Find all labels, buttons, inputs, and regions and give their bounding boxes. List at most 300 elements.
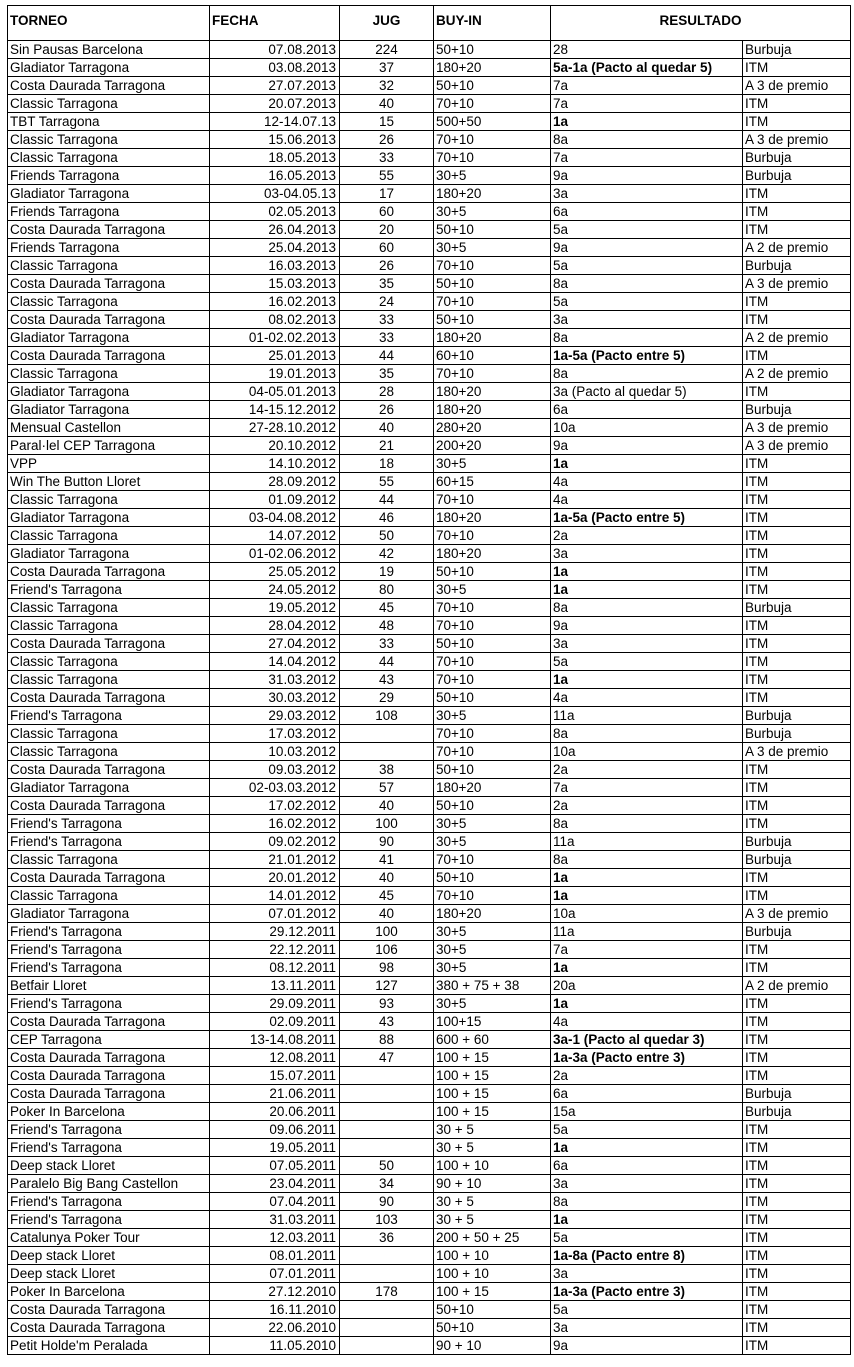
- cell-torneo: Gladiator Tarragona: [8, 59, 210, 77]
- tournament-results-table: [7, 5, 851, 1355]
- cell-resultado: 7a: [551, 941, 743, 959]
- cell-buyin: 30 + 5: [434, 1121, 551, 1139]
- cell-fecha: 16.05.2013: [210, 167, 340, 185]
- cell-buyin: 30+5: [434, 923, 551, 941]
- cell-jug: 38: [340, 761, 434, 779]
- table-row: [8, 491, 851, 509]
- cell-resultado: 5a: [551, 1301, 743, 1319]
- cell-fecha: 25.04.2013: [210, 239, 340, 257]
- table-row: [8, 257, 851, 275]
- header-fecha: FECHA: [210, 6, 340, 41]
- cell-jug: 40: [340, 905, 434, 923]
- cell-buyin: 70+10: [434, 887, 551, 905]
- cell-estado: ITM: [743, 455, 851, 473]
- table-row: [8, 797, 851, 815]
- cell-jug: 60: [340, 203, 434, 221]
- cell-fecha: 27.04.2012: [210, 635, 340, 653]
- cell-torneo: Costa Daurada Tarragona: [8, 1067, 210, 1085]
- cell-jug: 45: [340, 599, 434, 617]
- cell-jug: [340, 1301, 434, 1319]
- cell-jug: 28: [340, 383, 434, 401]
- cell-buyin: 180+20: [434, 59, 551, 77]
- cell-buyin: 50+10: [434, 689, 551, 707]
- cell-resultado: 1a: [551, 563, 743, 581]
- table-row: [8, 401, 851, 419]
- cell-torneo: Costa Daurada Tarragona: [8, 221, 210, 239]
- cell-jug: [340, 1067, 434, 1085]
- cell-fecha: 27-28.10.2012: [210, 419, 340, 437]
- cell-torneo: Gladiator Tarragona: [8, 185, 210, 203]
- cell-resultado: 6a: [551, 1085, 743, 1103]
- cell-resultado: 3a-1 (Pacto al quedar 3): [551, 1031, 743, 1049]
- cell-fecha: 23.04.2011: [210, 1175, 340, 1193]
- cell-torneo: Classic Tarragona: [8, 365, 210, 383]
- cell-torneo: Paralelo Big Bang Castellon: [8, 1175, 210, 1193]
- cell-estado: Burbuja: [743, 257, 851, 275]
- cell-fecha: 02.05.2013: [210, 203, 340, 221]
- cell-torneo: Friends Tarragona: [8, 167, 210, 185]
- cell-buyin: 30+5: [434, 167, 551, 185]
- table-row: [8, 1283, 851, 1301]
- cell-buyin: 100 + 15: [434, 1067, 551, 1085]
- cell-jug: 44: [340, 491, 434, 509]
- cell-torneo: CEP Tarragona: [8, 1031, 210, 1049]
- cell-estado: ITM: [743, 1211, 851, 1229]
- table-row: [8, 761, 851, 779]
- cell-buyin: 280+20: [434, 419, 551, 437]
- cell-estado: ITM: [743, 1049, 851, 1067]
- cell-jug: 33: [340, 635, 434, 653]
- cell-fecha: 14.04.2012: [210, 653, 340, 671]
- cell-torneo: Classic Tarragona: [8, 131, 210, 149]
- cell-resultado: 3a: [551, 635, 743, 653]
- cell-resultado: 11a: [551, 923, 743, 941]
- cell-buyin: 70+10: [434, 491, 551, 509]
- cell-buyin: 60+10: [434, 347, 551, 365]
- cell-jug: [340, 1139, 434, 1157]
- cell-resultado: 1a-8a (Pacto entre 8): [551, 1247, 743, 1265]
- cell-torneo: Sin Pausas Barcelona: [8, 41, 210, 59]
- cell-buyin: 70+10: [434, 527, 551, 545]
- cell-fecha: 07.08.2013: [210, 41, 340, 59]
- cell-jug: 21: [340, 437, 434, 455]
- cell-estado: A 2 de premio: [743, 365, 851, 383]
- cell-buyin: 50+10: [434, 761, 551, 779]
- cell-torneo: Costa Daurada Tarragona: [8, 635, 210, 653]
- table-row: [8, 1229, 851, 1247]
- cell-estado: A 3 de premio: [743, 437, 851, 455]
- cell-estado: A 3 de premio: [743, 905, 851, 923]
- cell-fecha: 29.03.2012: [210, 707, 340, 725]
- cell-resultado: 1a: [551, 887, 743, 905]
- cell-buyin: 380 + 75 + 38: [434, 977, 551, 995]
- cell-estado: Burbuja: [743, 599, 851, 617]
- cell-fecha: 12.03.2011: [210, 1229, 340, 1247]
- cell-fecha: 21.01.2012: [210, 851, 340, 869]
- cell-estado: ITM: [743, 1247, 851, 1265]
- cell-jug: 17: [340, 185, 434, 203]
- cell-resultado: 6a: [551, 203, 743, 221]
- cell-estado: ITM: [743, 491, 851, 509]
- cell-resultado: 5a: [551, 1121, 743, 1139]
- table-row: [8, 581, 851, 599]
- cell-jug: 18: [340, 455, 434, 473]
- cell-jug: [340, 1337, 434, 1355]
- cell-estado: A 2 de premio: [743, 239, 851, 257]
- cell-torneo: Friend's Tarragona: [8, 941, 210, 959]
- cell-buyin: 70+10: [434, 257, 551, 275]
- cell-buyin: 70+10: [434, 617, 551, 635]
- cell-fecha: 09.02.2012: [210, 833, 340, 851]
- table-row: [8, 365, 851, 383]
- table-row: [8, 221, 851, 239]
- cell-jug: 35: [340, 275, 434, 293]
- cell-fecha: 20.01.2012: [210, 869, 340, 887]
- cell-torneo: Mensual Castellon: [8, 419, 210, 437]
- cell-estado: ITM: [743, 59, 851, 77]
- cell-estado: ITM: [743, 203, 851, 221]
- cell-resultado: 1a: [551, 869, 743, 887]
- table-row: [8, 1031, 851, 1049]
- cell-resultado: 1a: [551, 581, 743, 599]
- cell-torneo: Classic Tarragona: [8, 653, 210, 671]
- cell-fecha: 02.09.2011: [210, 1013, 340, 1031]
- cell-jug: 50: [340, 527, 434, 545]
- cell-fecha: 03.08.2013: [210, 59, 340, 77]
- cell-fecha: 30.03.2012: [210, 689, 340, 707]
- cell-buyin: 70+10: [434, 653, 551, 671]
- cell-torneo: Friend's Tarragona: [8, 1211, 210, 1229]
- cell-estado: ITM: [743, 959, 851, 977]
- cell-resultado: 9a: [551, 1337, 743, 1355]
- table-row: [8, 1085, 851, 1103]
- cell-jug: 80: [340, 581, 434, 599]
- cell-torneo: Friends Tarragona: [8, 203, 210, 221]
- cell-estado: Burbuja: [743, 833, 851, 851]
- cell-fecha: 10.03.2012: [210, 743, 340, 761]
- cell-torneo: Friend's Tarragona: [8, 923, 210, 941]
- cell-fecha: 09.03.2012: [210, 761, 340, 779]
- cell-buyin: 90 + 10: [434, 1175, 551, 1193]
- cell-jug: 47: [340, 1049, 434, 1067]
- cell-torneo: Gladiator Tarragona: [8, 329, 210, 347]
- cell-buyin: 50+10: [434, 275, 551, 293]
- cell-resultado: 1a: [551, 671, 743, 689]
- cell-resultado: 2a: [551, 527, 743, 545]
- cell-resultado: 3a: [551, 1319, 743, 1337]
- table-row: [8, 1175, 851, 1193]
- cell-resultado: 28: [551, 41, 743, 59]
- cell-fecha: 19.05.2012: [210, 599, 340, 617]
- cell-torneo: Classic Tarragona: [8, 887, 210, 905]
- cell-buyin: 70+10: [434, 131, 551, 149]
- cell-resultado: 4a: [551, 491, 743, 509]
- cell-torneo: Classic Tarragona: [8, 95, 210, 113]
- cell-jug: 24: [340, 293, 434, 311]
- cell-jug: 103: [340, 1211, 434, 1229]
- cell-jug: 41: [340, 851, 434, 869]
- cell-estado: ITM: [743, 653, 851, 671]
- cell-resultado: 8a: [551, 275, 743, 293]
- cell-estado: A 3 de premio: [743, 275, 851, 293]
- cell-jug: 36: [340, 1229, 434, 1247]
- cell-torneo: Classic Tarragona: [8, 671, 210, 689]
- cell-buyin: 70+10: [434, 671, 551, 689]
- cell-torneo: Costa Daurada Tarragona: [8, 563, 210, 581]
- cell-torneo: Friend's Tarragona: [8, 1139, 210, 1157]
- cell-torneo: Costa Daurada Tarragona: [8, 1013, 210, 1031]
- cell-torneo: Classic Tarragona: [8, 491, 210, 509]
- cell-torneo: Win The Button Lloret: [8, 473, 210, 491]
- table-row: [8, 41, 851, 59]
- cell-buyin: 90 + 10: [434, 1337, 551, 1355]
- cell-fecha: 19.01.2013: [210, 365, 340, 383]
- cell-fecha: 01-02.06.2012: [210, 545, 340, 563]
- cell-fecha: 24.05.2012: [210, 581, 340, 599]
- cell-torneo: Friend's Tarragona: [8, 1121, 210, 1139]
- cell-jug: 37: [340, 59, 434, 77]
- cell-torneo: Friend's Tarragona: [8, 1193, 210, 1211]
- table-row: [8, 59, 851, 77]
- table-row: [8, 653, 851, 671]
- cell-estado: ITM: [743, 311, 851, 329]
- cell-fecha: 20.06.2011: [210, 1103, 340, 1121]
- cell-estado: ITM: [743, 1121, 851, 1139]
- cell-jug: 20: [340, 221, 434, 239]
- cell-jug: 32: [340, 77, 434, 95]
- table-row: [8, 1301, 851, 1319]
- cell-fecha: 16.11.2010: [210, 1301, 340, 1319]
- cell-fecha: 16.02.2013: [210, 293, 340, 311]
- table-row: [8, 239, 851, 257]
- cell-fecha: 08.01.2011: [210, 1247, 340, 1265]
- cell-resultado: 1a: [551, 1211, 743, 1229]
- cell-estado: A 2 de premio: [743, 329, 851, 347]
- header-row: [8, 6, 851, 41]
- table-row: [8, 833, 851, 851]
- cell-buyin: 50+10: [434, 635, 551, 653]
- cell-resultado: 6a: [551, 401, 743, 419]
- cell-jug: 127: [340, 977, 434, 995]
- cell-buyin: 200 + 50 + 25: [434, 1229, 551, 1247]
- cell-jug: 108: [340, 707, 434, 725]
- cell-estado: ITM: [743, 617, 851, 635]
- cell-estado: ITM: [743, 1319, 851, 1337]
- cell-fecha: 07.04.2011: [210, 1193, 340, 1211]
- cell-buyin: 70+10: [434, 365, 551, 383]
- cell-jug: 44: [340, 347, 434, 365]
- cell-fecha: 15.03.2013: [210, 275, 340, 293]
- cell-fecha: 07.05.2011: [210, 1157, 340, 1175]
- cell-resultado: 8a: [551, 329, 743, 347]
- cell-estado: ITM: [743, 689, 851, 707]
- cell-jug: 60: [340, 239, 434, 257]
- cell-fecha: 13.11.2011: [210, 977, 340, 995]
- cell-estado: ITM: [743, 1193, 851, 1211]
- cell-torneo: Friend's Tarragona: [8, 707, 210, 725]
- cell-buyin: 30+5: [434, 995, 551, 1013]
- cell-torneo: Petit Holde'm Peralada: [8, 1337, 210, 1355]
- cell-torneo: Friend's Tarragona: [8, 581, 210, 599]
- table-row: [8, 1247, 851, 1265]
- cell-jug: 55: [340, 167, 434, 185]
- table-row: [8, 311, 851, 329]
- cell-estado: ITM: [743, 761, 851, 779]
- cell-estado: Burbuja: [743, 149, 851, 167]
- table-row: [8, 851, 851, 869]
- cell-estado: Burbuja: [743, 1103, 851, 1121]
- cell-jug: [340, 1085, 434, 1103]
- table-row: [8, 437, 851, 455]
- header-resultado: RESULTADO: [551, 6, 851, 41]
- cell-resultado: 3a: [551, 545, 743, 563]
- cell-fecha: 07.01.2011: [210, 1265, 340, 1283]
- cell-jug: 44: [340, 653, 434, 671]
- cell-fecha: 20.07.2013: [210, 95, 340, 113]
- cell-buyin: 100 + 10: [434, 1247, 551, 1265]
- cell-estado: ITM: [743, 509, 851, 527]
- cell-fecha: 27.07.2013: [210, 77, 340, 95]
- cell-fecha: 13-14.08.2011: [210, 1031, 340, 1049]
- cell-estado: Burbuja: [743, 923, 851, 941]
- table-row: [8, 203, 851, 221]
- cell-buyin: 50+10: [434, 221, 551, 239]
- cell-estado: A 3 de premio: [743, 77, 851, 95]
- cell-torneo: Betfair Lloret: [8, 977, 210, 995]
- cell-fecha: 14.10.2012: [210, 455, 340, 473]
- cell-fecha: 11.05.2010: [210, 1337, 340, 1355]
- table-row: [8, 149, 851, 167]
- cell-fecha: 03-04.08.2012: [210, 509, 340, 527]
- cell-torneo: Costa Daurada Tarragona: [8, 689, 210, 707]
- table-row: [8, 779, 851, 797]
- cell-jug: 178: [340, 1283, 434, 1301]
- table-row: [8, 707, 851, 725]
- table-row: [8, 1265, 851, 1283]
- cell-buyin: 30 + 5: [434, 1193, 551, 1211]
- table-row: [8, 545, 851, 563]
- table-row: [8, 329, 851, 347]
- cell-torneo: Classic Tarragona: [8, 527, 210, 545]
- cell-jug: [340, 1121, 434, 1139]
- cell-resultado: 5a: [551, 293, 743, 311]
- cell-jug: 40: [340, 869, 434, 887]
- cell-resultado: 8a: [551, 365, 743, 383]
- cell-buyin: 50+10: [434, 311, 551, 329]
- cell-resultado: 8a: [551, 1193, 743, 1211]
- cell-resultado: 1a-3a (Pacto entre 3): [551, 1283, 743, 1301]
- cell-estado: ITM: [743, 221, 851, 239]
- table-row: [8, 671, 851, 689]
- cell-jug: 35: [340, 365, 434, 383]
- cell-torneo: Friends Tarragona: [8, 239, 210, 257]
- cell-resultado: 8a: [551, 815, 743, 833]
- table-row: [8, 941, 851, 959]
- cell-buyin: 30+5: [434, 581, 551, 599]
- cell-fecha: 18.05.2013: [210, 149, 340, 167]
- cell-torneo: Poker In Barcelona: [8, 1103, 210, 1121]
- cell-buyin: 50+10: [434, 77, 551, 95]
- table-row: [8, 113, 851, 131]
- cell-fecha: 22.12.2011: [210, 941, 340, 959]
- cell-jug: 33: [340, 149, 434, 167]
- cell-fecha: 04-05.01.2013: [210, 383, 340, 401]
- cell-fecha: 21.06.2011: [210, 1085, 340, 1103]
- cell-jug: 33: [340, 329, 434, 347]
- table-row: [8, 815, 851, 833]
- cell-fecha: 29.12.2011: [210, 923, 340, 941]
- cell-jug: 57: [340, 779, 434, 797]
- cell-torneo: Costa Daurada Tarragona: [8, 1085, 210, 1103]
- cell-torneo: Classic Tarragona: [8, 617, 210, 635]
- table-row: [8, 1121, 851, 1139]
- cell-torneo: Costa Daurada Tarragona: [8, 1319, 210, 1337]
- cell-buyin: 200+20: [434, 437, 551, 455]
- cell-resultado: 7a: [551, 149, 743, 167]
- cell-buyin: 50+10: [434, 563, 551, 581]
- cell-buyin: 60+15: [434, 473, 551, 491]
- cell-resultado: 2a: [551, 797, 743, 815]
- cell-resultado: 7a: [551, 779, 743, 797]
- cell-resultado: 2a: [551, 1067, 743, 1085]
- cell-fecha: 28.04.2012: [210, 617, 340, 635]
- table-row: [8, 1013, 851, 1031]
- cell-fecha: 08.02.2013: [210, 311, 340, 329]
- cell-jug: 90: [340, 833, 434, 851]
- table-body: [8, 41, 851, 1355]
- cell-buyin: 180+20: [434, 329, 551, 347]
- table-row: [8, 563, 851, 581]
- table-row: [8, 131, 851, 149]
- cell-torneo: Gladiator Tarragona: [8, 383, 210, 401]
- cell-fecha: 16.02.2012: [210, 815, 340, 833]
- cell-estado: ITM: [743, 383, 851, 401]
- cell-fecha: 27.12.2010: [210, 1283, 340, 1301]
- cell-fecha: 20.10.2012: [210, 437, 340, 455]
- cell-estado: Burbuja: [743, 167, 851, 185]
- cell-jug: [340, 1265, 434, 1283]
- cell-estado: A 3 de premio: [743, 743, 851, 761]
- cell-buyin: 100+15: [434, 1013, 551, 1031]
- cell-fecha: 14-15.12.2012: [210, 401, 340, 419]
- cell-resultado: 1a: [551, 113, 743, 131]
- cell-resultado: 9a: [551, 437, 743, 455]
- table-row: [8, 1139, 851, 1157]
- cell-buyin: 70+10: [434, 293, 551, 311]
- cell-buyin: 100 + 15: [434, 1103, 551, 1121]
- cell-estado: A 3 de premio: [743, 419, 851, 437]
- cell-buyin: 180+20: [434, 545, 551, 563]
- cell-jug: 100: [340, 923, 434, 941]
- cell-torneo: Costa Daurada Tarragona: [8, 869, 210, 887]
- table-row: [8, 977, 851, 995]
- table-row: [8, 185, 851, 203]
- table-row: [8, 293, 851, 311]
- cell-fecha: 01-02.02.2013: [210, 329, 340, 347]
- cell-fecha: 17.03.2012: [210, 725, 340, 743]
- table-row: [8, 689, 851, 707]
- cell-buyin: 30 + 5: [434, 1211, 551, 1229]
- cell-resultado: 2a: [551, 761, 743, 779]
- cell-buyin: 30+5: [434, 959, 551, 977]
- header-jug: JUG: [340, 6, 434, 41]
- cell-jug: 26: [340, 131, 434, 149]
- cell-fecha: 26.04.2013: [210, 221, 340, 239]
- table-row: [8, 473, 851, 491]
- cell-estado: Burbuja: [743, 41, 851, 59]
- cell-buyin: 180+20: [434, 401, 551, 419]
- table-row: [8, 725, 851, 743]
